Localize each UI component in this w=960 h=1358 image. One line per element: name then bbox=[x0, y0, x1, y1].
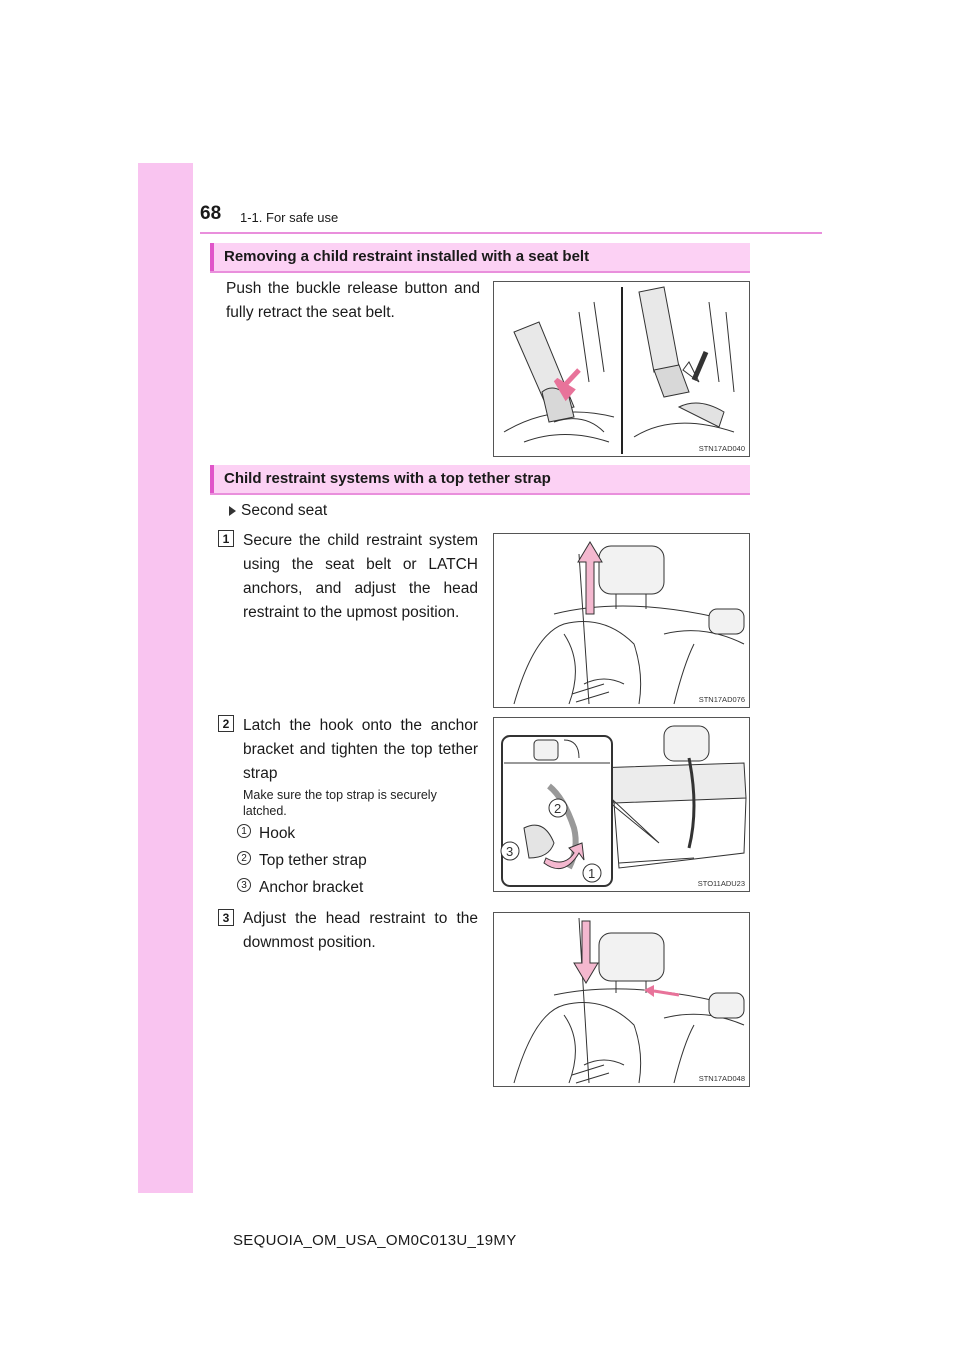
tether-hook-illustration bbox=[494, 718, 750, 892]
figure-remove-belt bbox=[493, 281, 750, 457]
figure-step-2 bbox=[493, 717, 750, 892]
step-3-text: Adjust the head restraint to the downmost position. bbox=[243, 910, 478, 951]
step-1-text: Secure the child restraint system using the seat belt or LATCH anchors, and adjust the head restraint to the upmost position. bbox=[243, 532, 478, 621]
bullet-second-seat: Second seat bbox=[241, 502, 328, 519]
step-2-text: Latch the hook onto the anchor bracket and tighten the top tether strap bbox=[243, 717, 478, 782]
figure-code: STN17AD048 bbox=[698, 1074, 745, 1083]
header-rule bbox=[200, 232, 822, 234]
subhead-tether bbox=[210, 465, 750, 495]
subhead-tether-title: Child restraint systems with a top tether strap bbox=[224, 470, 551, 487]
figure-code: STN17AD076 bbox=[698, 695, 745, 704]
figure-step-1 bbox=[493, 533, 750, 708]
section-title: 1-1. For safe use bbox=[240, 210, 339, 225]
bullet-triangle-icon bbox=[229, 506, 236, 516]
svg-text:1: 1 bbox=[588, 866, 596, 881]
part-2-label: Top tether strap bbox=[259, 852, 367, 869]
subhead-removing-title: Removing a child restraint installed with a seat belt bbox=[224, 248, 590, 265]
svg-text:2: 2 bbox=[554, 801, 562, 816]
figure-step-3 bbox=[493, 912, 750, 1087]
side-band bbox=[138, 163, 193, 1193]
step-number-2: 2 bbox=[218, 715, 234, 732]
head-restraint-up-illustration bbox=[494, 534, 750, 708]
seat-belt-release-illustration bbox=[494, 282, 750, 457]
part-1-marker: 1 bbox=[237, 824, 251, 838]
subhead-accent-bar bbox=[210, 243, 214, 271]
subhead-accent-bar bbox=[210, 465, 214, 493]
part-2-marker: 2 bbox=[237, 851, 251, 865]
head-restraint-down-illustration bbox=[494, 913, 750, 1087]
step-2-note: Make sure the top strap is securely latched. bbox=[243, 788, 437, 818]
removing-instructions: Push the buckle release button and fully retract the seat belt. bbox=[226, 280, 480, 321]
subhead-removing bbox=[210, 243, 750, 273]
figure-code: STN17AD040 bbox=[698, 444, 745, 453]
step-number-1: 1 bbox=[218, 530, 234, 547]
figure-code: STO11ADU23 bbox=[697, 879, 745, 888]
footer-doc-id: SEQUOIA_OM_USA_OM0C013U_19MY bbox=[233, 1232, 517, 1249]
part-1-label: Hook bbox=[259, 825, 296, 842]
step-number-3: 3 bbox=[218, 909, 234, 926]
svg-text:3: 3 bbox=[506, 844, 514, 859]
part-3-marker: 3 bbox=[237, 878, 251, 892]
part-3-label: Anchor bracket bbox=[259, 879, 364, 896]
page-number: 68 bbox=[200, 203, 222, 224]
